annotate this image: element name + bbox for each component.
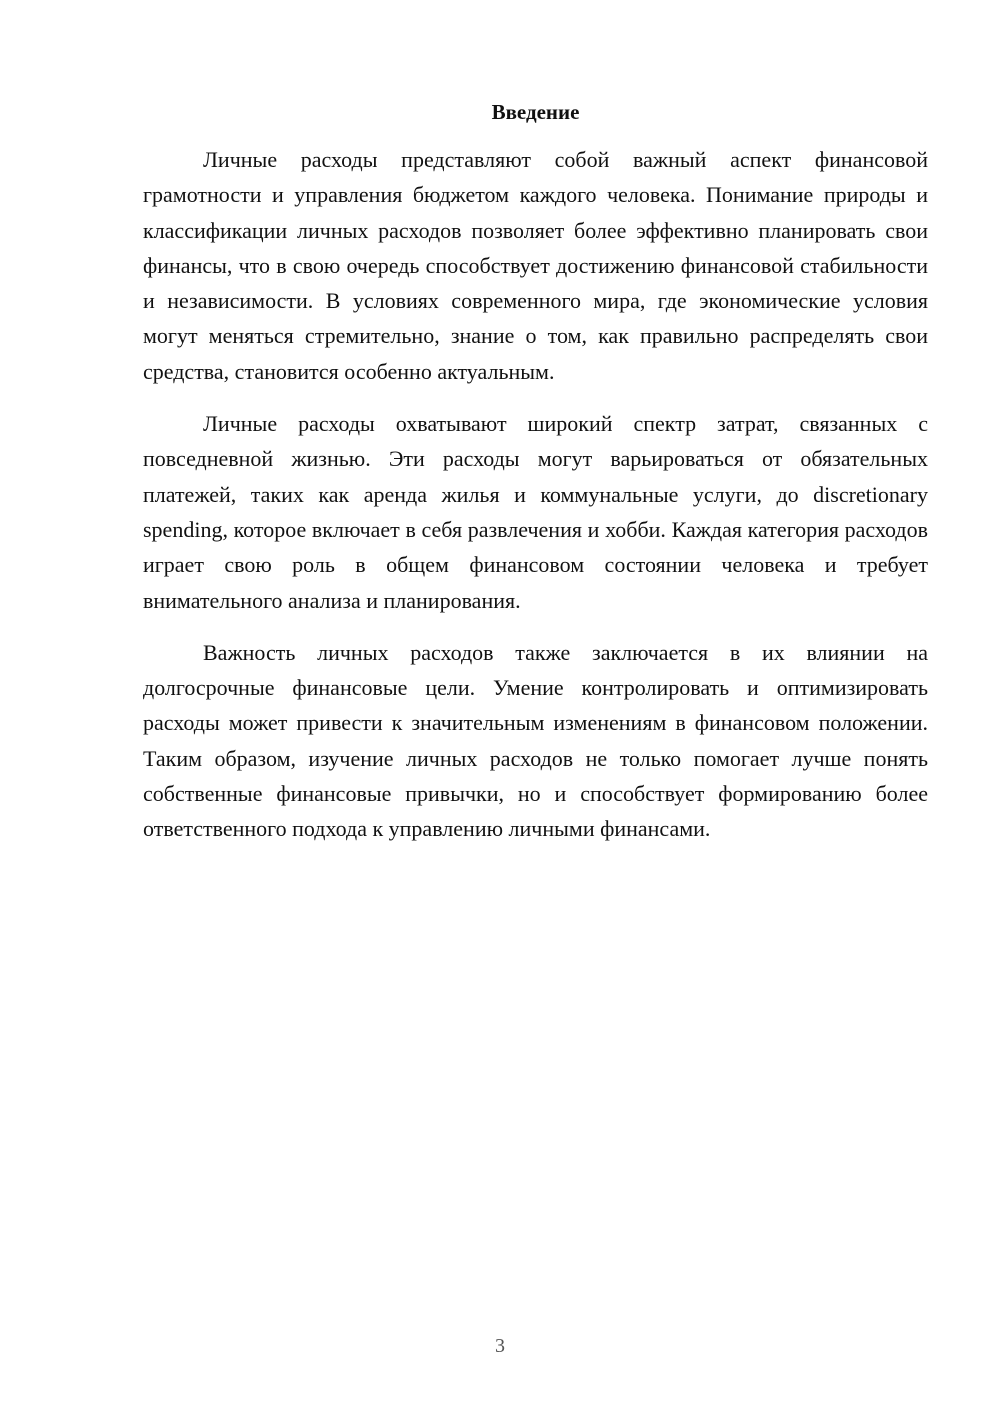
section-heading: Введение [491,100,580,124]
body-text [143,142,928,864]
paragraph-3: Важность личных расходов также заключается в их влиянии на долгосрочные финансовые цели. Умение контролировать и оптимизировать расходы может привести к значительным изменениям в финансовом положении. Таким образом, изучение личных расходов не только помогает лучше понять собственные финансовые привычки, но и способствует формированию более ответственного подхода к управлению личными финансами. [143,639,928,842]
paragraph-1: Личные расходы представляют собой важный аспект финансовой грамотности и управления бюджетом каждого человека. Понимание природы и классификации личных расходов позволяет более эффективно планировать свои финансы, что в свою очередь способствует достижению финансовой стабильности и независимости. В условиях современного мира, где экономические условия могут меняться стремительно, знание о том, как правильно распределять свои средства, становится особенно актуальным. [143,147,928,384]
page-number: 3 [495,1335,505,1357]
paragraph-2: Личные расходы охватывают широкий спектр затрат, связанных с повседневной жизнью. Эти расходы могут варьироваться от обязательных платежей, таких как аренда жилья и коммунальные услуги, до discretionary spending, которое включает в себя развлечения и хобби. Каждая категория расходов играет свою роль в общем финансовом состоянии человека и требует внимательного анализа и планирования. [143,411,928,613]
